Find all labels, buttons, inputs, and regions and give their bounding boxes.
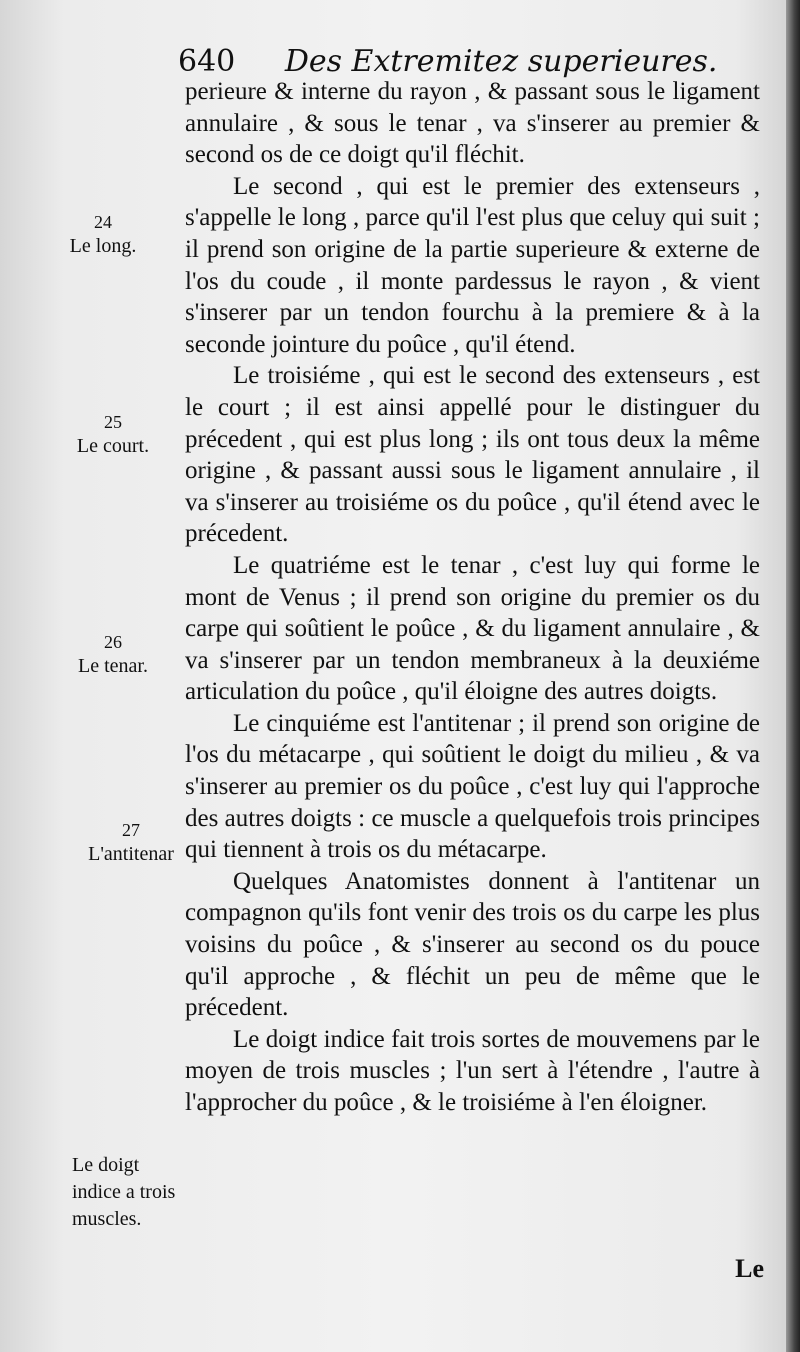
margin-note-label: Le doigt indice a trois muscles.	[72, 1154, 176, 1230]
margin-note-doigt-indice	[72, 1152, 192, 1233]
paragraph: Le doigt indice fait trois sortes de mouvemens par le moyen de trois muscles ; l'un sert à l'étendre , l'autre à l'approcher du poûce , & le troisiéme à l'en éloigner.	[185, 1025, 760, 1116]
paragraph: Le cinquiéme est l'antitenar ; il prend son origine de l'os du métacarpe , qui soûtient le doigt du milieu , & va s'inserer au premier os du poûce , c'est luy qui l'approche des autres doigts : ce muscle a quelquefois trois principes qui tiennent à trois os du métacarpe.	[185, 709, 760, 864]
margin-note-number: 27	[122, 820, 140, 840]
running-title: Des Extremitez superieures.	[284, 44, 718, 79]
margin-note-label: Le court.	[76, 435, 150, 457]
book-binding-edge	[786, 0, 800, 1352]
margin-note-number: 24	[94, 212, 112, 232]
margin-note-label: L'antitenar	[88, 843, 174, 865]
margin-note-label: Le tenar.	[78, 655, 148, 677]
margin-note-label: Le long.	[69, 235, 137, 257]
paragraph: perieure & interne du rayon , & passant sous le ligament annulaire , & sous le tenar , va s'inserer au premier & second os de ce doigt qu'il fléchit.	[185, 78, 760, 169]
margin-note-court	[48, 410, 178, 458]
paragraph: Quelques Anatomistes donnent à l'antitenar un compagnon qu'ils font venir des trois os du carpe les plus voisins du poûce , & s'inserer au second os du pouce qu'il approche , & fléchit un peu de même que le précedent.	[185, 867, 760, 1022]
margin-note-long	[48, 210, 158, 258]
paragraph: Le troisiéme , qui est le second des extenseurs , est le court ; il est ainsi appellé pour le distinguer du précedent , qui est plus long ; ils ont tous deux la même origine , & passant aussi sous le ligament annulaire , il va s'inserer au troisiéme os du poûce , qu'il étend avec le précedent.	[185, 362, 760, 548]
paragraph: Le quatriéme est le tenar , c'est luy qui forme le mont de Venus ; il prend son origine du premier os du carpe qui soûtient le poûce , & du ligament annulaire , & va s'inserer par un tendon membraneux à la deuxiéme articulation du poûce , qu'il éloigne des autres doigts.	[185, 551, 760, 706]
paragraph: Le second , qui est le premier des extenseurs , s'appelle le long , parce qu'il l'est plus que celuy qui suit ; il prend son origine de la partie superieure & externe de l'os du coude , il monte pardessus le rayon , & vient s'inserer par un tendon fourchu à la premiere & à la seconde jointure du poûce , qu'il étend.	[185, 172, 760, 358]
catchword: Le	[735, 1254, 764, 1283]
margin-note-number: 25	[104, 412, 122, 432]
margin-note-number: 26	[104, 632, 122, 652]
body-text	[185, 76, 760, 1119]
page-number: 640	[178, 44, 236, 79]
margin-note-antitenar	[66, 818, 196, 866]
margin-note-tenar	[48, 630, 178, 678]
